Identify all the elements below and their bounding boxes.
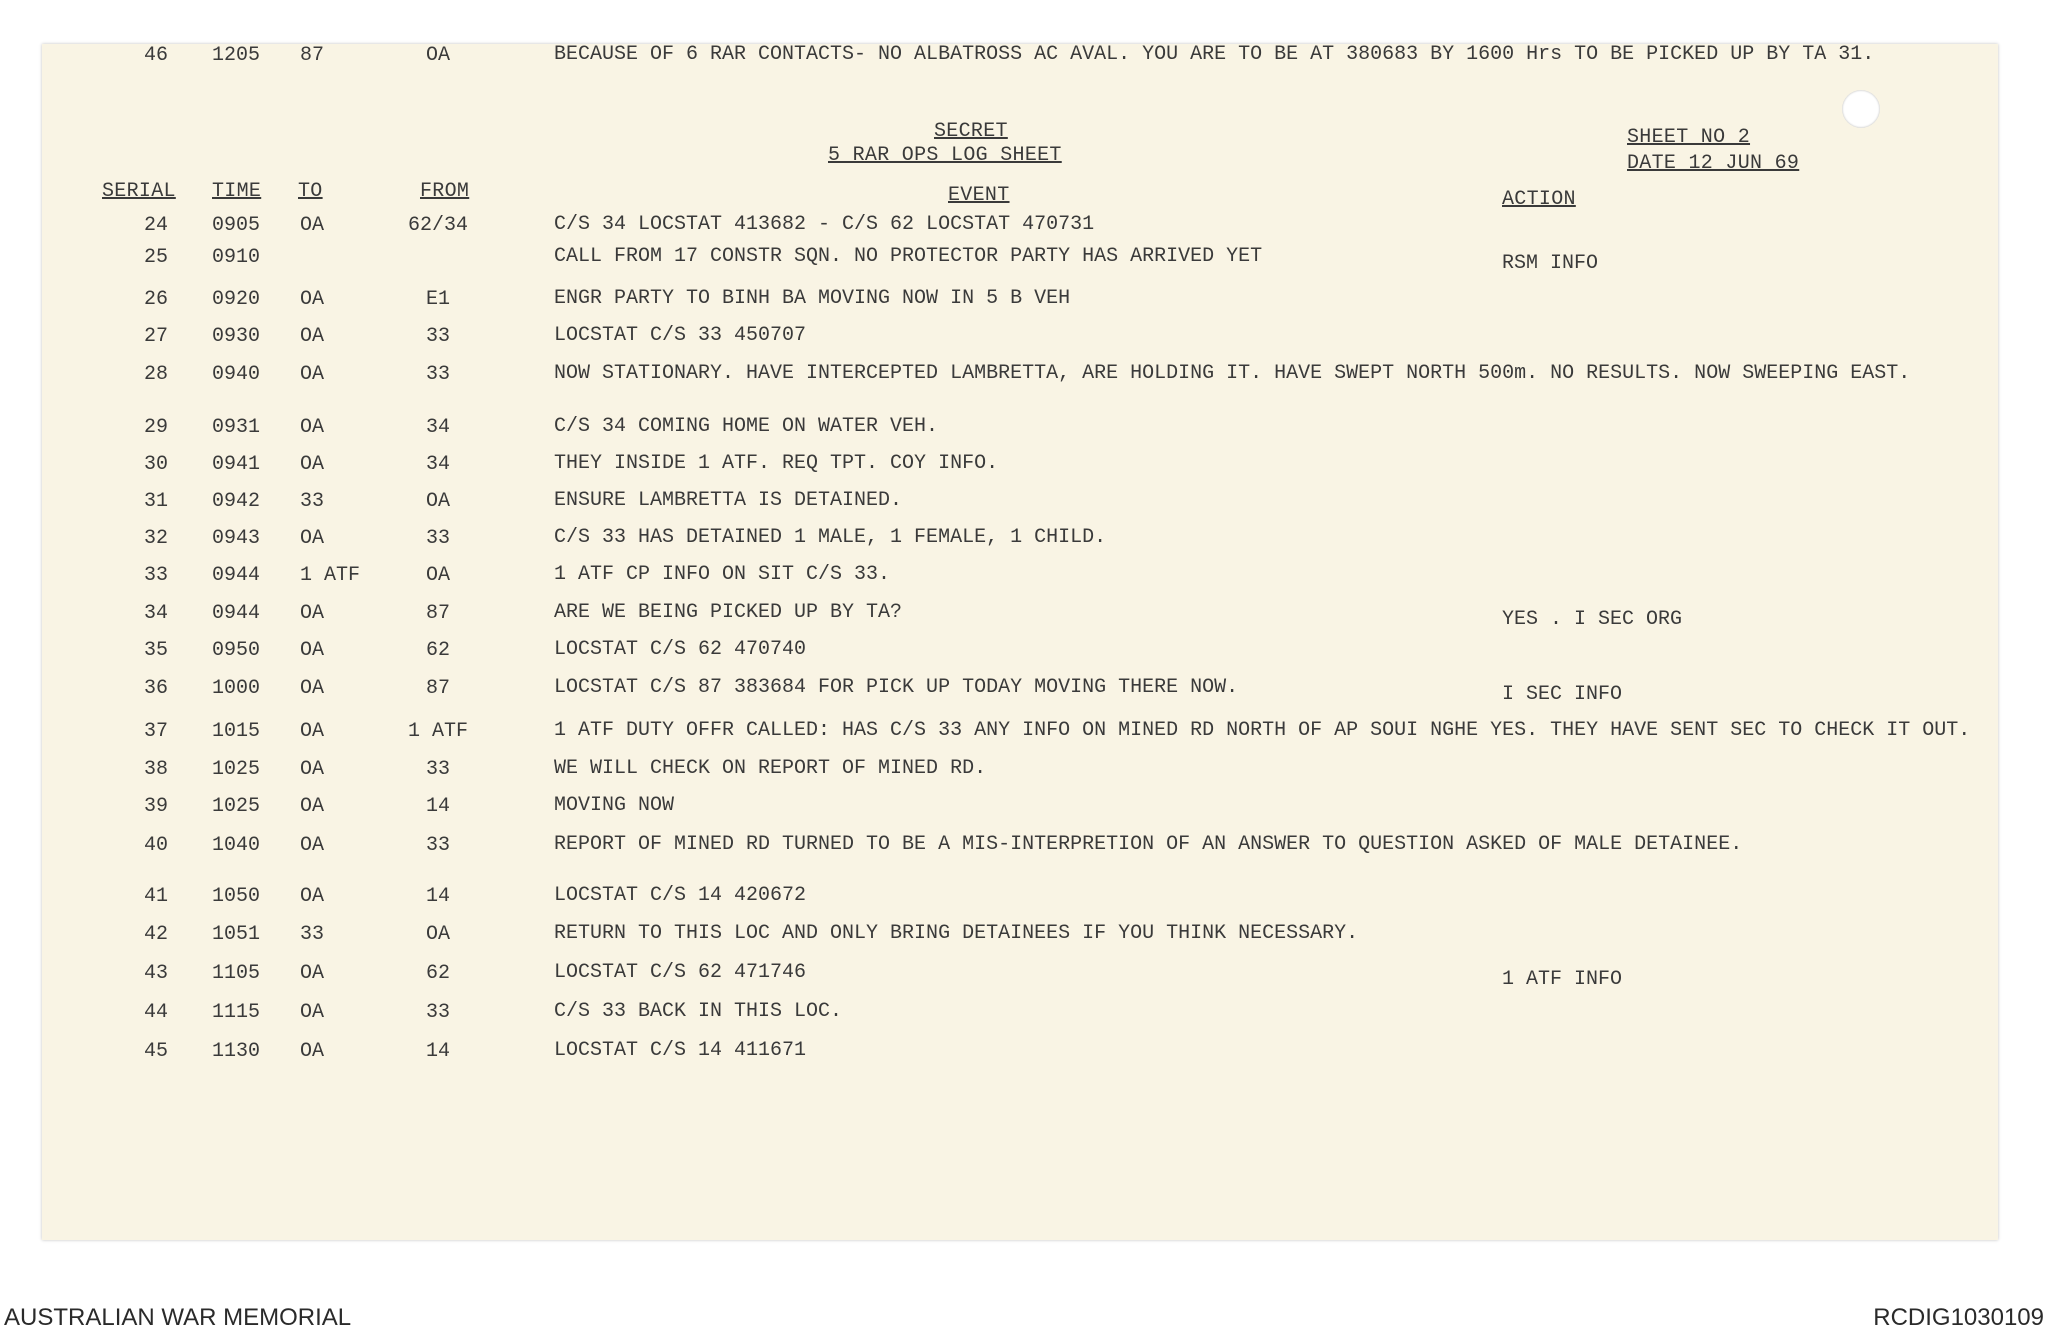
serial-cell: 24 (143, 214, 168, 237)
event-cell: BECAUSE OF 6 RAR CONTACTS- NO ALBATROSS AC AVAL. YOU ARE TO BE AT 380683 BY 1600 Hrs TO BE PICKED UP BY TA 31. (554, 43, 1875, 66)
footer-institution: AUSTRALIAN WAR MEMORIAL (4, 1304, 352, 1331)
event-cell: NOW STATIONARY. HAVE INTERCEPTED LAMBRETTA, ARE HOLDING IT. HAVE SWEPT NORTH 500m. NO RESULTS. NOW SWEEPING EAST. (554, 362, 1911, 385)
action-cell: I SEC INFO (1502, 683, 1623, 706)
event-cell: CALL FROM 17 CONSTR SQN. NO PROTECTOR PARTY HAS ARRIVED YET (554, 245, 1263, 268)
classification-heading: SECRET (934, 120, 1008, 143)
log-sheet-paper (42, 44, 1998, 1240)
event-cell: LOCSTAT C/S 62 470740 (554, 638, 807, 661)
serial-cell: 28 (143, 363, 168, 386)
from-cell: 1 ATF (407, 720, 468, 743)
from-cell: 62 (425, 962, 450, 985)
time-cell: 1050 (212, 885, 261, 908)
time-cell: 0910 (212, 246, 261, 269)
time-cell: 0940 (212, 363, 261, 386)
action-cell: 1 ATF INFO (1502, 968, 1623, 991)
serial-cell: 34 (143, 602, 168, 625)
serial-cell: 26 (143, 288, 168, 311)
to-cell: 87 (300, 44, 325, 67)
event-cell: MOVING NOW (554, 794, 675, 817)
serial-cell: 35 (143, 639, 168, 662)
to-cell: OA (300, 416, 325, 439)
serial-cell: 25 (143, 246, 168, 269)
from-cell: OA (425, 44, 450, 67)
action-cell: RSM INFO (1502, 252, 1599, 275)
serial-cell: 45 (143, 1040, 168, 1063)
serial-cell: 38 (143, 758, 168, 781)
to-cell: OA (300, 758, 325, 781)
time-cell: 0920 (212, 288, 261, 311)
serial-cell: 42 (143, 923, 168, 946)
time-cell: 1040 (212, 834, 261, 857)
from-cell: E1 (425, 288, 450, 311)
event-cell: LOCSTAT C/S 87 383684 FOR PICK UP TODAY MOVING THERE NOW. (554, 676, 1239, 699)
column-header-time: TIME (212, 180, 262, 203)
column-header-event: EVENT (948, 184, 1010, 207)
serial-cell: 29 (143, 416, 168, 439)
time-cell: 0905 (212, 214, 261, 237)
event-cell: C/S 33 BACK IN THIS LOC. (554, 1000, 843, 1023)
from-cell: 87 (425, 602, 450, 625)
to-cell: OA (300, 1040, 325, 1063)
from-cell: 14 (425, 795, 450, 818)
event-cell: REPORT OF MINED RD TURNED TO BE A MIS-INTERPRETION OF AN ANSWER TO QUESTION ASKED OF MALE DETAINEE. (554, 833, 1743, 856)
from-cell: 33 (425, 758, 450, 781)
event-cell: C/S 34 COMING HOME ON WATER VEH. (554, 415, 939, 438)
time-cell: 1000 (212, 677, 261, 700)
column-header-to: TO (298, 180, 323, 203)
to-cell: OA (300, 325, 325, 348)
time-cell: 1025 (212, 758, 261, 781)
from-cell: 14 (425, 1040, 450, 1063)
action-cell: YES . I SEC ORG (1502, 608, 1683, 631)
time-cell: 0944 (212, 602, 261, 625)
serial-cell: 32 (143, 527, 168, 550)
event-cell: LOCSTAT C/S 33 450707 (554, 324, 807, 347)
to-cell: OA (300, 527, 325, 550)
time-cell: 1015 (212, 720, 261, 743)
to-cell: OA (300, 795, 325, 818)
sheet-number: SHEET NO 2 (1627, 126, 1751, 149)
event-cell: 1 ATF CP INFO ON SIT C/S 33. (554, 563, 891, 586)
to-cell: OA (300, 214, 325, 237)
time-cell: 1205 (212, 44, 261, 67)
to-cell: OA (300, 453, 325, 476)
event-cell: 1 ATF DUTY OFFR CALLED: HAS C/S 33 ANY INFO ON MINED RD NORTH OF AP SOUI NGHE YES. THEY HAVE SENT SEC TO CHECK IT OUT. (554, 719, 1971, 742)
time-cell: 0943 (212, 527, 261, 550)
serial-cell: 30 (143, 453, 168, 476)
serial-cell: 46 (143, 44, 168, 67)
from-cell: OA (425, 490, 450, 513)
time-cell: 1105 (212, 962, 261, 985)
event-cell: C/S 33 HAS DETAINED 1 MALE, 1 FEMALE, 1 CHILD. (554, 526, 1107, 549)
to-cell: OA (300, 834, 325, 857)
time-cell: 0950 (212, 639, 261, 662)
event-cell: THEY INSIDE 1 ATF. REQ TPT. COY INFO. (554, 452, 999, 475)
column-header-from: FROM (420, 180, 470, 203)
from-cell: 33 (425, 325, 450, 348)
from-cell: OA (425, 923, 450, 946)
from-cell: 34 (425, 416, 450, 439)
serial-cell: 44 (143, 1001, 168, 1024)
serial-cell: 39 (143, 795, 168, 818)
time-cell: 1025 (212, 795, 261, 818)
to-cell: 33 (300, 490, 325, 513)
from-cell: 14 (425, 885, 450, 908)
serial-cell: 40 (143, 834, 168, 857)
time-cell: 1115 (212, 1001, 261, 1024)
event-cell: LOCSTAT C/S 14 420672 (554, 884, 807, 907)
to-cell: OA (300, 1001, 325, 1024)
time-cell: 1130 (212, 1040, 261, 1063)
time-cell: 0931 (212, 416, 261, 439)
event-cell: RETURN TO THIS LOC AND ONLY BRING DETAINEES IF YOU THINK NECESSARY. (554, 922, 1359, 945)
event-cell: ARE WE BEING PICKED UP BY TA? (554, 601, 903, 624)
to-cell: OA (300, 288, 325, 311)
to-cell: OA (300, 962, 325, 985)
to-cell: OA (300, 885, 325, 908)
to-cell: OA (300, 720, 325, 743)
from-cell: 33 (425, 1001, 450, 1024)
serial-cell: 43 (143, 962, 168, 985)
event-cell: ENSURE LAMBRETTA IS DETAINED. (554, 489, 903, 512)
to-cell: 1 ATF (300, 564, 361, 587)
serial-cell: 27 (143, 325, 168, 348)
event-cell: LOCSTAT C/S 62 471746 (554, 961, 807, 984)
from-cell: 34 (425, 453, 450, 476)
serial-cell: 33 (143, 564, 168, 587)
serial-cell: 36 (143, 677, 168, 700)
time-cell: 0942 (212, 490, 261, 513)
to-cell: OA (300, 639, 325, 662)
time-cell: 0944 (212, 564, 261, 587)
time-cell: 0941 (212, 453, 261, 476)
sheet-title: 5 RAR OPS LOG SHEET (828, 144, 1062, 167)
time-cell: 1051 (212, 923, 261, 946)
from-cell: 33 (425, 834, 450, 857)
from-cell: 33 (425, 363, 450, 386)
event-cell: C/S 34 LOCSTAT 413682 - C/S 62 LOCSTAT 470731 (554, 213, 1095, 236)
serial-cell: 41 (143, 885, 168, 908)
serial-cell: 37 (143, 720, 168, 743)
sheet-date: DATE 12 JUN 69 (1627, 152, 1800, 175)
from-cell: 62 (425, 639, 450, 662)
column-header-serial: SERIAL (102, 180, 176, 203)
to-cell: OA (300, 363, 325, 386)
to-cell: 33 (300, 923, 325, 946)
serial-cell: 31 (143, 490, 168, 513)
to-cell: OA (300, 602, 325, 625)
footer-record-id: RCDIG1030109 (1873, 1304, 2044, 1331)
to-cell: OA (300, 677, 325, 700)
time-cell: 0930 (212, 325, 261, 348)
punch-hole (1842, 90, 1880, 128)
event-cell: ENGR PARTY TO BINH BA MOVING NOW IN 5 B VEH (554, 287, 1071, 310)
from-cell: OA (425, 564, 450, 587)
event-cell: WE WILL CHECK ON REPORT OF MINED RD. (554, 757, 987, 780)
column-header-action: ACTION (1502, 188, 1576, 211)
event-cell: LOCSTAT C/S 14 411671 (554, 1039, 807, 1062)
from-cell: 62/34 (407, 214, 468, 237)
from-cell: 87 (425, 677, 450, 700)
from-cell: 33 (425, 527, 450, 550)
